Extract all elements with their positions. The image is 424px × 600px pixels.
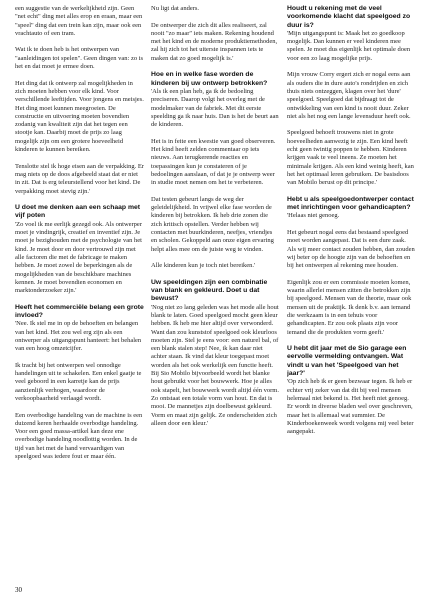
paragraph: Tenslotte stel ik hoge eisen aan de verpakking. Er mag niets op de doos afgebeeld staat dat er niet in zit. Dat is erg teleurstellend voor het kind. De verpakking moet stevig zijn.'	[15, 162, 144, 195]
paragraph: Alle kinderen kun je toch niet bereiken.'	[151, 262, 256, 270]
paragraph: Wat ik te doen heb is het ontwerpen van "aanleidingen tot spelen". Geen dingen van: zo is het en dat moet je ermee doen.	[15, 46, 144, 71]
section-heading: U doet me denken aan een schaap met vijf poten	[15, 204, 141, 220]
paragraph: 'Mijn uitgangspunt is: Maak het zo goedkoop mogelijk. Dan kunnen er veel kinderen mee spelen. Je moet dus eigenlijk het optimale doen voor een zo laag mogelijke prijs.	[287, 29, 411, 62]
paragraph: 'Nog niet zo lang geleden was het mode alle hout blank te laten. Goed speelgoed mocht geen kleur hebben. Ik heb me hier altijd over verwonderd. Want dan zou kunststof speelgoed ook kleurloos moeten zijn. Stel je eens voor: een naturel bal, of een blank stalen step! Nee, ik kan daar niet achter staan. Ik vind dat kleur toegepast moet worden als het ook werkelijk een functie heeft. Bij Sio Mobilo bijvoorbeeld wordt het blanke hout gebruikt voor het bouwwerk. Hoe je alles ook stapelt, het bouwwerk wordt altijd één vorm. Zo ontstaat een totale vorm van hout. En dat is mooi. De mannetjes zijn doelbewust gekleurd. Vorm en maat zijn gelijk. Ze onderscheiden zich alleen door een kleur.'	[151, 303, 279, 427]
paragraph: 'Als ik een plan heb, ga ik de bedoeling preciseren. Daarop volgt het overleg met de modelmaker van de fabriek. Met dit eerste speelding ga ik naar huis. Dan is het de beurt aan de kinderen.	[151, 87, 279, 129]
paragraph: Mijn vrouw Corry ergert zich er nogal eens aan als ouders die in dure auto's rondrijden en zich thuis niets ontzeggen, klagen over het 'dure' speelgoed. Speelgoed dat bijdraagt tot de ontwikkeling van een kind is nooit duur. Zeker niet als het nog een lange levensduur heeft ook.	[287, 71, 411, 120]
paragraph: Het ding dat ik ontwerp zal mogelijkheden in zich moeten hebben voor elk kind. Voor verschillende leeftijden. Voor jongens en meisjes. Het ding moet kunnen meegroeien. De constructie en uitvoering moeten bovendien zodanig van kwaliteit zijn dat het tegen een stootje kan. Daarbij moet de prijs zo laag mogelijk zijn om een grotere hoeveelheid kinderen te kunnen bereiken.	[15, 79, 144, 154]
paragraph: 'Zo voel ik me eerlijk gezegd ook. Als ontwerper moet je vindingrijk, creatief en inventief zijn. Je moet je bezighouden met de psychologie van het kind. Je moet door en door vertrouwd zijn met alle factoren die met de fabricage te maken hebben. Je moet zowel de beperkingen als de mogelijkheden van de beschikbare machines kennen. Je moet bovendien economen en marktonderzoeker zijn.'	[15, 220, 142, 295]
text-column-2	[151, 5, 280, 580]
paragraph: 'Helaas niet genoeg.	[287, 212, 340, 220]
paragraph: Eigenlijk zou er een commissie moeten komen, waarin allerlei mensen zitten die betrokken zijn bij speelgoed. Mensen van de theorie, maar ook mensen uit de praktijk. Ik denk b.v. aan iemand die werkzaam is in een tehuis voor gehandicapten. Er zou ook plaats zijn voor iemand die de produkten vorm geeft.'	[287, 278, 412, 336]
page-number: 30	[15, 586, 22, 594]
section-heading: U hebt dit jaar met de Sio garage een eervolle vermelding ontvangen. Wat vindt u van het 'Speelgoed van het jaar?'	[287, 345, 407, 378]
text-column-1	[15, 5, 144, 580]
section-heading: Heeft het commerciële belang een grote invloed?	[15, 303, 144, 319]
paragraph: Het is in feite een kwestie van goed observeren. Het kind heeft zelden commentaar op iets nieuws. Aan terugkerende reacties en toepassingen kun je constateren of je bedoelingen aanslaan, of dat je je ontwerp weer in studie moet nemen om het te verbeteren.	[151, 137, 276, 187]
paragraph: 'Op zich heb ik er geen bezwaar tegen. Ik heb er echter vrij zeker van dat dit bij veel mensen helemaal niet bekend is. Het heeft niet genoeg. Er wordt in diverse bladen wel over geschreven, maar het is allemaal wat summier. De Kinderboekenweek wordt volgens mij veel beter aangepakt.	[287, 378, 414, 436]
section-heading: Hoe en in welke fase worden de kinderen bij uw ontwerp betrokken?	[151, 71, 268, 87]
paragraph: een suggestie van de werkelijkheid zijn. Geen "net echt" ding met alles erop en eraan, maar een "speel" ding dat een trein kan zijn, maar ook een vrachtauto of een tram.	[15, 5, 143, 37]
paragraph: De ontwerper die zich dit alles realiseert, zal nooit "zo maar" iets maken. Rekening houdend met het kind en de moderne produktiemethoden, zal hij zich tot het uiterste inspannen iets te maken dat zo goed mogelijk is.'	[151, 21, 278, 62]
paragraph: 'Nee. Ik stel me in op de behoeften en belangen van het kind. Het zou wel erg zijn als een ontwerper als uitgangspunt hanteert: het behalen van een hoog omzetcijfer.	[15, 320, 142, 353]
paragraph: Dat testen gebeurt langs de weg der geleidelijkheid. In vrijwel elke fase worden de kinderen bij betrokken. Ik heb drie zonen die zich kritisch opstellen. Verder hebben wij contacten met buurkinderen, neefjes, vriendjes en scholen. Gekoppeld aan onze eigen ervaring helpt alles mee om de juiste weg te vinden.	[151, 195, 274, 253]
text-column-3	[287, 5, 416, 580]
paragraph: Het gebeurt nogal eens dat bestaand speelgoed moet worden aangepast. Dat is een dure zaak. Als wij meer contact zouden hebben, dan zouden wij beter op de hoogte zijn van de behoeften en bij het ontwerpen al rekening mee houden.	[287, 229, 415, 270]
section-heading: Uw speeldingen zijn een combinatie van blank en gekleurd. Doet u dat bewust?	[151, 278, 268, 303]
paragraph: Ik tracht bij het ontwerpen wel onnodige handelingen uit te schakelen. Een enkel gaatje te veel geboord in een karretje kan de prijs aanzienlijk verhogen, waardoor de verkoopbaarheid verlaagd wordt.	[15, 361, 142, 402]
paragraph: Speelgoed behoeft trouwens niet in grote hoeveelheden aanwezig te zijn. Een kind heeft echt geen twintig poppen te hebben. Kinderen krijgen vaak te veel ineens. Ze moeten het minimale krijgen. Als een kind weinig heeft, kan het het optimaal leren gebruiken. De basisdoos van Mobilo berust op dit principe.'	[287, 129, 414, 187]
article-columns	[15, 5, 416, 580]
paragraph: Nu ligt dat anders.	[151, 5, 200, 12]
section-heading: Hebt u als speelgoedontwerper contact met inrichtingen voor gehandicapten?	[287, 195, 414, 212]
section-heading: Houdt u rekening met de veel voorkomende klacht dat speelgoed zo duur is?	[287, 5, 411, 29]
paragraph: Een overbodige handeling van de machine is een duizend keren herhaalde overbodige handeling. Voor een goed massa-artikel kan deze ene overbodige handeling noodlottig worden. In de tijd van het met de hand vervaardigen van speelgoed was iedere fout er maar één.	[15, 411, 143, 461]
